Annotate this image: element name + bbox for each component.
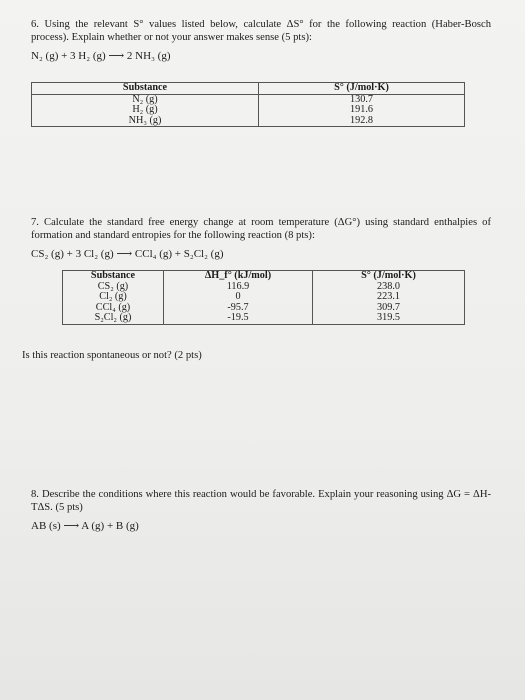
table-cell: 130.7: [259, 94, 465, 105]
table-cell: 191.6: [259, 105, 465, 116]
question-8-prompt: 8. Describe the conditions where this reaction would be favorable. Explain your reasoning using ΔG = ΔH-TΔS. (5 pts): [31, 489, 491, 513]
table-row: [63, 292, 465, 303]
table-cell: Cl₂ (g): [63, 292, 164, 303]
table-cell: 319.5: [313, 313, 465, 324]
table-cell: NH₃ (g): [32, 116, 259, 127]
question-6-reaction: N₂ (g) + 3 H₂ (g) ⟶ 2 NH₃ (g): [31, 50, 171, 62]
table-cell: -19.5: [164, 313, 313, 324]
table-cell: 116.9: [164, 282, 313, 293]
table-cell: 192.8: [259, 116, 465, 127]
table-cell: 309.7: [313, 303, 465, 314]
table-row: [32, 116, 465, 127]
table-cell: 223.1: [313, 292, 465, 303]
table-header: Substance: [63, 271, 164, 282]
table-row: [63, 313, 465, 324]
table-cell: N₂ (g): [32, 94, 259, 105]
table-header: S° (J/mol·K): [259, 83, 465, 95]
table-cell: S₂Cl₂ (g): [63, 313, 164, 324]
question-8-reaction: AB (s) ⟶ A (g) + B (g): [31, 520, 139, 532]
table-cell: 238.0: [313, 282, 465, 293]
table-cell: CS₂ (g): [63, 282, 164, 293]
table-row: [32, 94, 465, 105]
question-8: [31, 488, 491, 533]
table-header: Substance: [32, 83, 259, 95]
table-cell: 0: [164, 292, 313, 303]
table-cell: CCl₄ (g): [63, 303, 164, 314]
table-cell: H₂ (g): [32, 105, 259, 116]
question-7: [31, 216, 491, 261]
question-6-prompt: 6. Using the relevant S° values listed below, calculate ΔS° for the following reaction (Haber-Bosch process). Explain whether or not your answer makes sense (5 pts):: [31, 19, 491, 43]
question-7-follow-up: Is this reaction spontaneous or not? (2 pts): [22, 350, 202, 361]
table-cell: -95.7: [164, 303, 313, 314]
entropy-table-q6: [31, 82, 465, 127]
table-row: [32, 105, 465, 116]
table-header: ΔH_f° (kJ/mol): [164, 271, 313, 282]
question-6: [31, 18, 491, 63]
table-header: S° (J/mol·K): [313, 271, 465, 282]
thermo-table-q7: [62, 270, 465, 325]
question-7-reaction: CS₂ (g) + 3 Cl₂ (g) ⟶ CCl₄ (g) + S₂Cl₂ (g): [31, 248, 224, 260]
question-7-prompt: 7. Calculate the standard free energy change at room temperature (ΔG°) using standard enthalpies of formation and standard entropies for the following reaction (8 pts):: [31, 217, 491, 241]
